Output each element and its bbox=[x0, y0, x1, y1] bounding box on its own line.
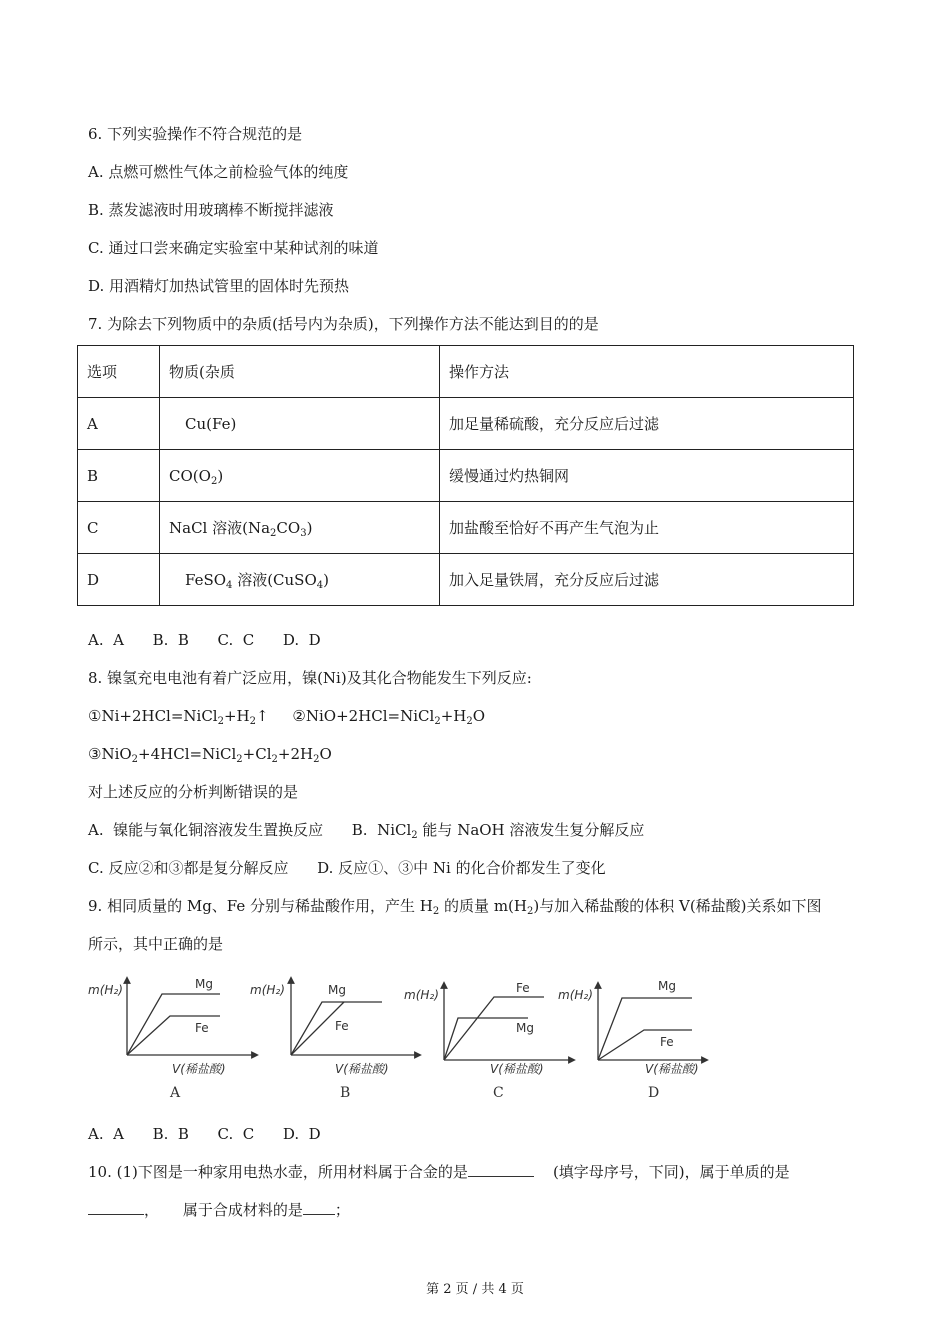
q8-reactions-1-2: $①Ni+2HCl=NiCl_2+H_2↑$ $②NiO+2HCl=NiCl_2+H_2O$ bbox=[88, 707, 486, 727]
svg-text:m(H₂): m(H₂) bbox=[404, 988, 439, 1002]
svg-text:Fe: Fe bbox=[195, 1021, 209, 1035]
row-method: 加足量稀硫酸，充分反应后过滤 bbox=[440, 398, 854, 450]
graph-a bbox=[88, 977, 255, 1101]
q10-line2: ， 属于合成材料的是 ； bbox=[88, 1200, 350, 1220]
svg-text:m(H₂): m(H₂) bbox=[558, 988, 593, 1002]
header-substance: 物质(杂质 bbox=[160, 346, 440, 398]
svg-text:Fe: Fe bbox=[335, 1019, 349, 1033]
graph-b-caption: B bbox=[340, 1085, 351, 1101]
table-header-row bbox=[78, 346, 854, 398]
graph-c-x-label: V(稀盐酸) bbox=[490, 1062, 544, 1076]
row-option: D bbox=[78, 554, 160, 606]
q8-question: 对上述反应的分析判断错误的是 bbox=[88, 783, 299, 801]
q8-options-ab: A. 镍能与氧化铜溶液发生置换反应 B. NiCl$_2$ 能与 NaOH 溶液发生复分解反应 bbox=[88, 821, 645, 841]
svg-text:m(H₂): m(H₂) bbox=[250, 983, 285, 997]
table-row bbox=[78, 502, 854, 554]
row-method: 加盐酸至恰好不再产生气泡为止 bbox=[440, 502, 854, 554]
graph-a-x-label: V(稀盐酸) bbox=[172, 1062, 226, 1076]
header-option: 选项 bbox=[78, 346, 160, 398]
graph-a-caption: A bbox=[170, 1085, 181, 1101]
q8-options-cd bbox=[88, 858, 606, 878]
q9-stem-line1: 9. 相同质量的 Mg、Fe 分别与稀盐酸作用，产生 $H_2$ 的质量 $m(H_2)$与加入稀盐酸的体积 V(稀盐酸)关系如下图 bbox=[88, 897, 822, 917]
q9-stem-line2: 所示，其中正确的是 bbox=[88, 935, 224, 953]
graph-d bbox=[558, 979, 705, 1101]
svg-text:Fe: Fe bbox=[516, 981, 530, 995]
q10-blank-element[interactable] bbox=[88, 1200, 144, 1215]
row-method: 缓慢通过灼热铜网 bbox=[440, 450, 854, 502]
table-row bbox=[78, 398, 854, 450]
row-option: B bbox=[78, 450, 160, 502]
table-row bbox=[78, 554, 854, 606]
q10-blank-synthetic[interactable] bbox=[303, 1200, 335, 1215]
q7-table bbox=[77, 345, 854, 606]
q8-option-d: D. 反应①、③中 Ni 的化合价都发生了变化 bbox=[317, 859, 606, 877]
row-substance: NaCl 溶液$(Na_2CO_3)$ bbox=[160, 502, 440, 554]
row-substance: Cu(Fe) bbox=[160, 398, 440, 450]
q8-stem: 8. 镍氢充电电池有着广泛应用，镍(Ni)及其化合物能发生下列反应: bbox=[88, 669, 532, 687]
q6-option-c: C. 通过口尝来确定实验室中某种试剂的味道 bbox=[88, 239, 379, 257]
q7-answers: A. A B. B C. C D. D bbox=[88, 631, 321, 649]
graph-b-x-label: V(稀盐酸) bbox=[335, 1062, 389, 1076]
q6-stem: 6. 下列实验操作不符合规范的是 bbox=[88, 125, 303, 143]
q9-answers: A. A B. B C. C D. D bbox=[88, 1125, 321, 1143]
q8-reaction-3: $③NiO_2+4HCl=NiCl_2+Cl_2+2H_2O$ bbox=[88, 745, 332, 765]
q10-blank-alloy[interactable] bbox=[468, 1162, 534, 1177]
graph-c-caption: C bbox=[493, 1085, 504, 1101]
graph-d-x-label: V(稀盐酸) bbox=[645, 1062, 699, 1076]
q9-graphs bbox=[80, 970, 720, 1105]
q6-option-b: B. 蒸发滤液时用玻璃棒不断搅拌滤液 bbox=[88, 201, 334, 219]
svg-text:Fe: Fe bbox=[660, 1035, 674, 1049]
q10-line1: 10. (1)下图是一种家用电热水壶，所用材料属于合金的是 (填字母序号，下同)，属于单质的是 bbox=[88, 1163, 790, 1181]
svg-text:Mg: Mg bbox=[328, 983, 346, 997]
graph-b bbox=[250, 980, 418, 1101]
svg-text:Mg: Mg bbox=[516, 1021, 534, 1035]
row-option: A bbox=[78, 398, 160, 450]
svg-text:Mg: Mg bbox=[658, 979, 676, 993]
graph-d-caption: D bbox=[648, 1085, 660, 1101]
row-substance: $CO(O_2)$ bbox=[160, 450, 440, 502]
q7-stem: 7. 为除去下列物质中的杂质(括号内为杂质)，下列操作方法不能达到目的的是 bbox=[88, 315, 599, 333]
graph-a-y-label: m(H₂) bbox=[88, 983, 123, 997]
svg-text:Mg: Mg bbox=[195, 977, 213, 991]
q6-option-a: A. 点燃可燃性气体之前检验气体的纯度 bbox=[88, 163, 349, 181]
row-substance: FeSO$_4$ 溶液(CuSO$_4$) bbox=[160, 554, 440, 606]
page-footer: 第 2 页 / 共 4 页 bbox=[426, 1282, 524, 1297]
graph-c bbox=[404, 981, 572, 1101]
row-option: C bbox=[78, 502, 160, 554]
table-row bbox=[78, 450, 854, 502]
q6-option-d: D. 用酒精灯加热试管里的固体时先预热 bbox=[88, 277, 350, 295]
q8-option-c: C. 反应②和③都是复分解反应 bbox=[88, 859, 289, 877]
header-method: 操作方法 bbox=[440, 346, 854, 398]
row-method: 加入足量铁屑，充分反应后过滤 bbox=[440, 554, 854, 606]
